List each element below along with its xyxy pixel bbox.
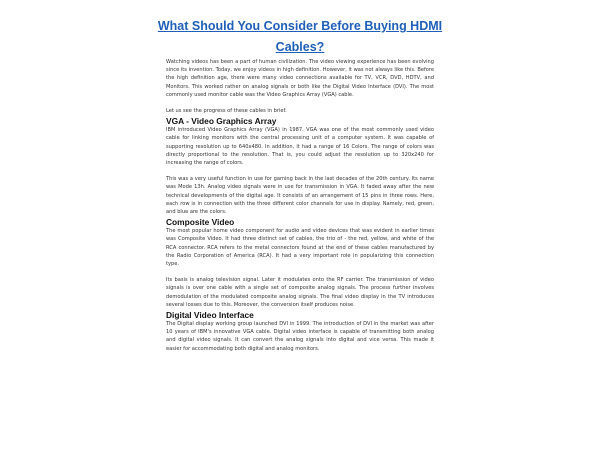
section-heading-vga: VGA - Video Graphics Array <box>166 116 277 127</box>
section-heading-composite: Composite Video <box>166 217 235 228</box>
article-body <box>166 58 434 353</box>
page-title <box>0 16 600 58</box>
intro-paragraph: Watching videos has been a part of human civilization. The video viewing experience has been evolving since its invention. Today, we enjoy videos in high definition. However, it was not always like this. Before the high definition age, there were many video connections available for TV, VCR, DVD, HDTV, and Monitors. This worked rather on analog signals or both like the Digital Video Interface (DVI). The most commonly used monitor cable was the Video Graphics Array (VGA) cable. <box>166 59 434 98</box>
lead-paragraph: Let us see the progress of these cables in brief. <box>166 108 287 115</box>
page-title-line-2: Cables? <box>275 40 325 54</box>
dvi-paragraph-1: The Digital display working group launched DVI in 1999. The introduction of DVI in the market was after 10 years of IBM's innovative VGA cable. Digital video interface is capable of transmitting both analog and digital video signals. It can convert the analog signals into digital and vice versa. This made it easier for accommodating both digital and analog monitors. <box>166 321 434 352</box>
composite-paragraph-1: The most popular home video component for audio and video devices that was evident in earlier times was Composite Video. It had three distinct set of cables, the trio of - the red, yellow, and white of the RCA connector. RCA refers to the metal connectors found at the end of these cables manufactured by the Radio Corporation of America (RCA). It had a very important role in popularizing this connection type. <box>166 228 434 268</box>
section-heading-dvi: Digital Video Interface <box>166 310 254 321</box>
page-title-line-1: What Should You Consider Before Buying HDMI <box>157 19 443 33</box>
vga-paragraph-2: This was a very useful function in use for gaming back in the last decades of the 20th century. Its name was Mode 13h. Analog video signals were in use for transmission in VGA. It faded away after the new technical developments of the digital age. It consists of an arrangement of 15 pins in three rows. Here, each row is in connection with the three different color channels for use in display. Namely, red, green, and blue are the colors. <box>166 176 434 216</box>
vga-paragraph-1: IBM introduced Video Graphics Array (VGA) in 1987. VGA was one of the most commonly used video cable for linking monitors with the central processing unit of a computer system. It was capable of supporting resolution up to 640x480. In addition, it had a range of 16 Colors. The range of colors was directly proportional to the resolution. That is, you could adjust the resolution up to 320x240 for increasing the range of colors. <box>166 127 434 167</box>
composite-paragraph-2: Its basis is analog television signal. Later it modulates onto the RF carrier. The transmission of video signals is over one cable with a single set of composite analog signals. The process further involves demodulation of the modulated composite analog signals. The final video display in the TV introduces several losses due to this. Moreover, the conversion itself produces noise. <box>166 277 434 308</box>
